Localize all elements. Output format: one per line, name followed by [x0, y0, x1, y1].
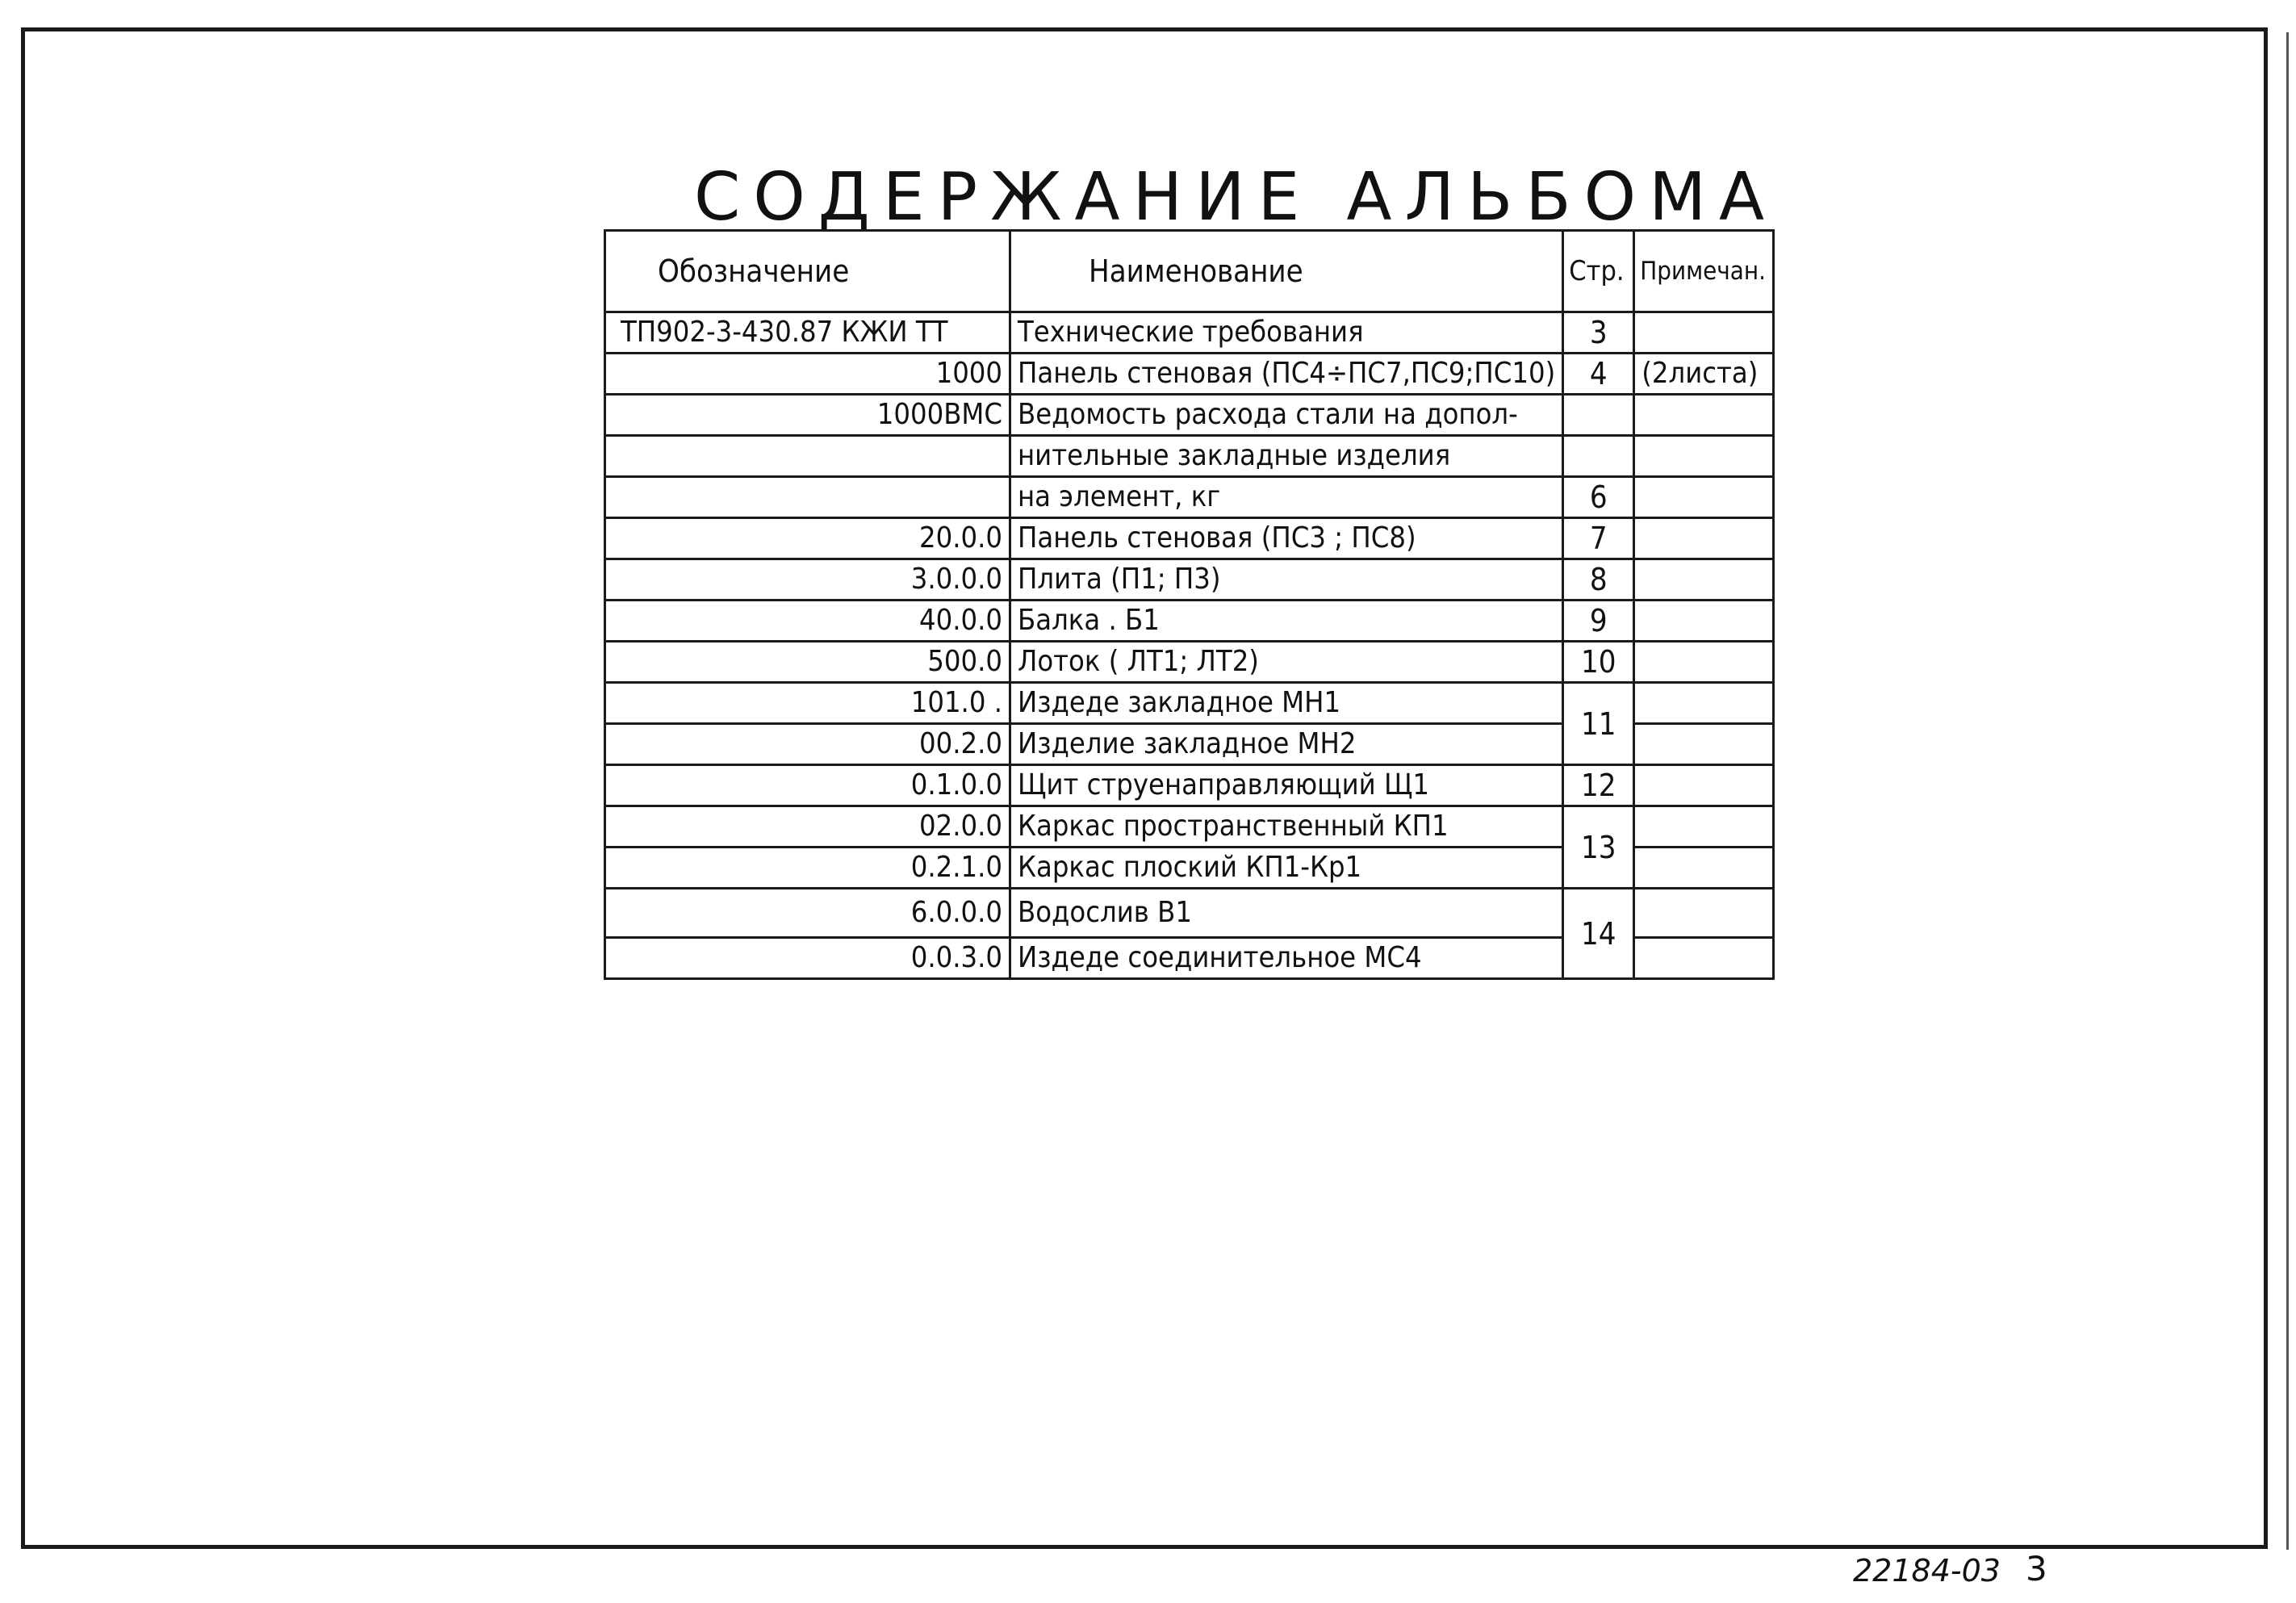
row-code: 500.0 — [605, 642, 1010, 683]
row-page: 9 — [1563, 601, 1634, 642]
row-code: 0.1.0.0 — [605, 765, 1010, 806]
row-code: 3.0.0.0 — [605, 559, 1010, 601]
row-note — [1634, 601, 1774, 642]
row-note — [1634, 395, 1774, 436]
row-name: Издеде соединительное МС4 — [1010, 938, 1563, 979]
row-code — [605, 436, 1010, 477]
row-page: 12 — [1563, 765, 1634, 806]
row-name: Изделие закладное МН2 — [1010, 724, 1563, 765]
table-row — [605, 683, 1774, 724]
sheet-number: 3 — [2026, 1549, 2047, 1588]
row-page: 13 — [1563, 806, 1634, 889]
row-name: Ведомость расхода стали на допол- — [1010, 395, 1563, 436]
row-name: Щит струенаправляющий Щ1 — [1010, 765, 1563, 806]
row-page — [1563, 436, 1634, 477]
header-row — [605, 231, 1774, 312]
drawing-code-stamp: 22184-03 — [1853, 1553, 2001, 1588]
row-code: 6.0.0.0 — [605, 889, 1010, 938]
row-note — [1634, 938, 1774, 979]
table-row — [605, 559, 1774, 601]
table-row — [605, 806, 1774, 848]
header-page: Стр. — [1563, 231, 1634, 312]
row-note — [1634, 559, 1774, 601]
table-row — [605, 354, 1774, 395]
row-name: Панель стеновая (ПС4÷ПС7,ПС9;ПС10) — [1010, 354, 1563, 395]
row-note: (2листа) — [1634, 354, 1774, 395]
table-row — [605, 518, 1774, 559]
row-name: Каркас плоский КП1-Кр1 — [1010, 848, 1563, 889]
row-note — [1634, 312, 1774, 354]
row-note — [1634, 889, 1774, 938]
table-row — [605, 395, 1774, 436]
row-code: 40.0.0 — [605, 601, 1010, 642]
row-page: 10 — [1563, 642, 1634, 683]
row-note — [1634, 724, 1774, 765]
row-code: 0.0.3.0 — [605, 938, 1010, 979]
contents-table — [604, 229, 1775, 980]
row-code — [605, 477, 1010, 518]
row-page — [1563, 395, 1634, 436]
row-page: 11 — [1563, 683, 1634, 765]
row-code: 101.0 . — [605, 683, 1010, 724]
row-page: 8 — [1563, 559, 1634, 601]
header-code: Обозначение — [605, 231, 1010, 312]
row-page: 4 — [1563, 354, 1634, 395]
row-code: 20.0.0 — [605, 518, 1010, 559]
row-code: 0.2.1.0 — [605, 848, 1010, 889]
table-row — [605, 642, 1774, 683]
row-name: Водослив В1 — [1010, 889, 1563, 938]
header-name: Наименование — [1010, 231, 1563, 312]
table-row — [605, 312, 1774, 354]
row-name: Плита (П1; П3) — [1010, 559, 1563, 601]
row-code: 00.2.0 — [605, 724, 1010, 765]
row-note — [1634, 683, 1774, 724]
row-page: 6 — [1563, 477, 1634, 518]
header-note: Примечан. — [1634, 231, 1774, 312]
row-page: 14 — [1563, 889, 1634, 979]
row-name: Панель стеновая (ПС3 ; ПС8) — [1010, 518, 1563, 559]
table-row — [605, 601, 1774, 642]
table-row — [605, 436, 1774, 477]
row-note — [1634, 642, 1774, 683]
album-title: СОДЕРЖАНИЕ АЛЬБОМА — [694, 159, 1778, 236]
row-note — [1634, 436, 1774, 477]
row-name: Лоток ( ЛТ1; ЛТ2) — [1010, 642, 1563, 683]
row-name: нительные закладные изделия — [1010, 436, 1563, 477]
row-code: 1000 — [605, 354, 1010, 395]
page-edge-line — [2286, 32, 2289, 1550]
row-code: 02.0.0 — [605, 806, 1010, 848]
row-note — [1634, 806, 1774, 848]
row-code: 1000ВМС — [605, 395, 1010, 436]
row-note — [1634, 518, 1774, 559]
table-row — [605, 477, 1774, 518]
row-code: ТП902-3-430.87 КЖИ ТТ — [605, 312, 1010, 354]
row-page: 3 — [1563, 312, 1634, 354]
row-name: Издеде закладное МН1 — [1010, 683, 1563, 724]
row-name: на элемент, кг — [1010, 477, 1563, 518]
table-row — [605, 765, 1774, 806]
row-name: Балка . Б1 — [1010, 601, 1563, 642]
row-name: Каркас пространственный КП1 — [1010, 806, 1563, 848]
row-page: 7 — [1563, 518, 1634, 559]
row-note — [1634, 848, 1774, 889]
row-note — [1634, 765, 1774, 806]
table-row — [605, 889, 1774, 938]
row-name: Технические требования — [1010, 312, 1563, 354]
row-note — [1634, 477, 1774, 518]
